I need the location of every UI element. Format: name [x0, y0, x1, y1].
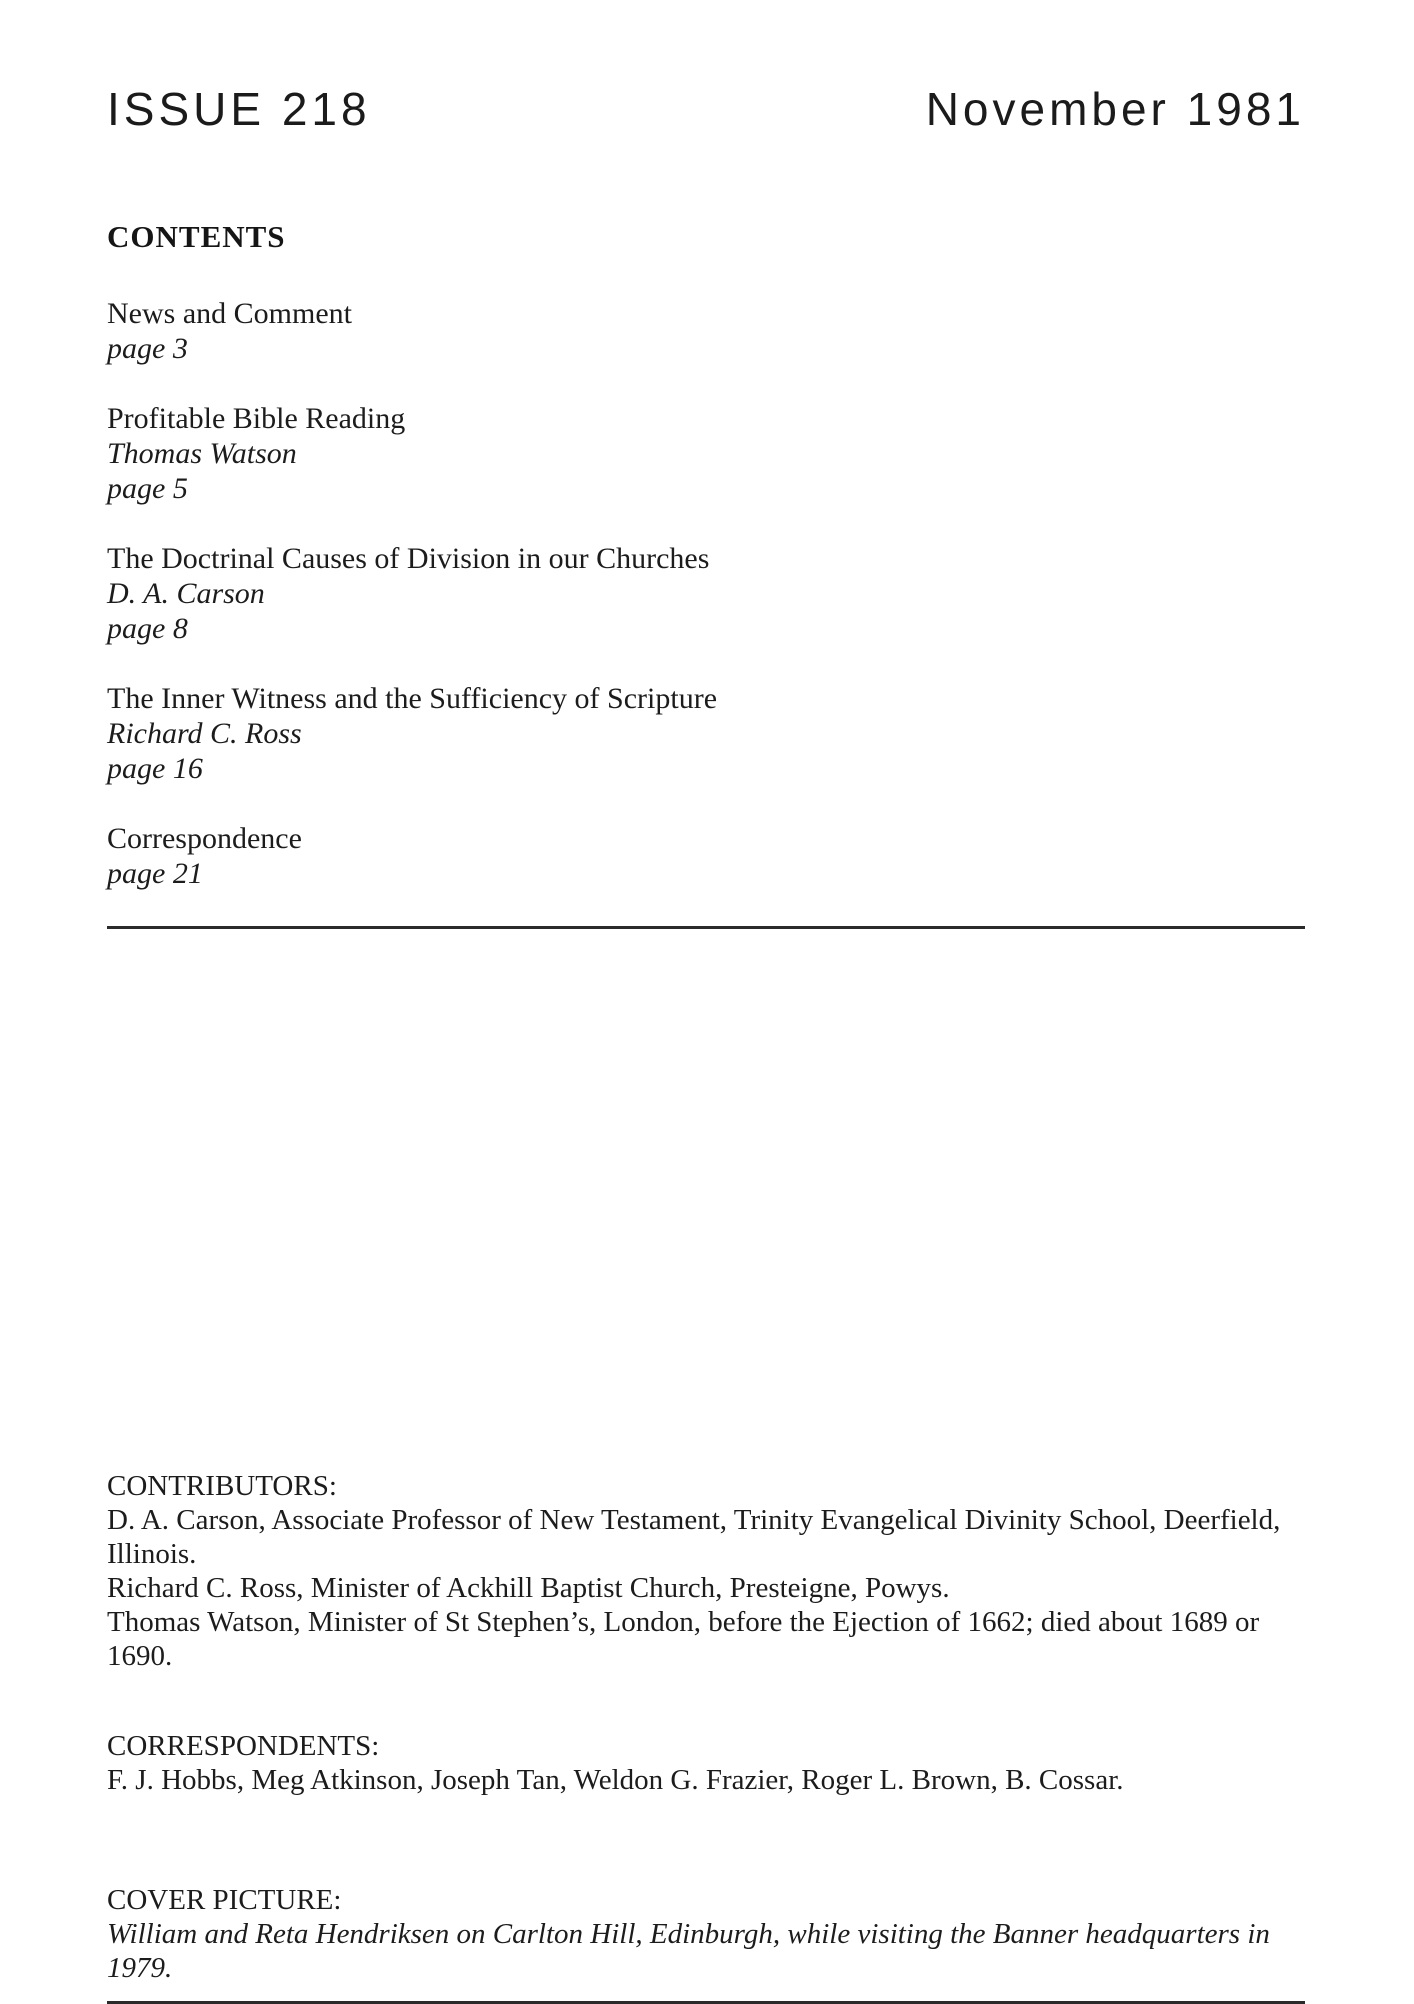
divider-bottom — [107, 2001, 1305, 2004]
toc-item-page: page 21 — [107, 856, 203, 890]
contributor-line: Thomas Watson, Minister of St Stephen’s, London, before the Ejection of 1662; died about 1689 or 1690. — [107, 1605, 1260, 1672]
toc-item-author: Richard C. Ross — [107, 716, 302, 750]
toc-item — [107, 681, 1305, 786]
toc-item — [107, 296, 1305, 366]
divider-top — [107, 926, 1305, 929]
masthead — [107, 84, 1305, 135]
contributor-line: D. A. Carson, Associate Professor of New Testament, Trinity Evangelical Divinity School, Deerfield, Illinois. — [107, 1503, 1281, 1570]
contributors-heading: CONTRIBUTORS: — [107, 1469, 337, 1502]
correspondents-line: F. J. Hobbs, Meg Atkinson, Joseph Tan, Weldon G. Frazier, Roger L. Brown, B. Cossar. — [107, 1763, 1124, 1796]
toc-item-page: page 3 — [107, 331, 188, 365]
toc-item-page: page 5 — [107, 471, 188, 505]
contributor-line: Richard C. Ross, Minister of Ackhill Baptist Church, Presteigne, Powys. — [107, 1571, 950, 1604]
toc-item-page: page 16 — [107, 751, 203, 785]
contributors-section — [107, 1469, 1305, 1673]
cover-picture-heading: COVER PICTURE: — [107, 1883, 342, 1916]
toc-item — [107, 821, 1305, 891]
toc-item-title: The Doctrinal Causes of Division in our Churches — [107, 541, 710, 575]
toc-item-title: The Inner Witness and the Sufficiency of Scripture — [107, 681, 718, 715]
issue-number: ISSUE 218 — [107, 83, 371, 135]
cover-picture-section — [107, 1883, 1305, 1985]
toc-item — [107, 401, 1305, 506]
correspondents-heading: CORRESPONDENTS: — [107, 1729, 380, 1762]
toc-item-page: page 8 — [107, 611, 188, 645]
toc-item-title: Correspondence — [107, 821, 302, 855]
cover-picture-caption: William and Reta Hendriksen on Carlton Hill, Edinburgh, while visiting the Banner headquarters in 1979. — [107, 1917, 1270, 1984]
toc-item-title: Profitable Bible Reading — [107, 401, 406, 435]
toc-item-author: D. A. Carson — [107, 576, 265, 610]
contents-heading: CONTENTS — [107, 218, 286, 254]
toc-item-title: News and Comment — [107, 296, 352, 330]
toc-item — [107, 541, 1305, 646]
issue-date: November 1981 — [925, 83, 1305, 135]
table-of-contents — [107, 296, 1305, 891]
toc-item-author: Thomas Watson — [107, 436, 297, 470]
correspondents-section — [107, 1729, 1305, 1797]
